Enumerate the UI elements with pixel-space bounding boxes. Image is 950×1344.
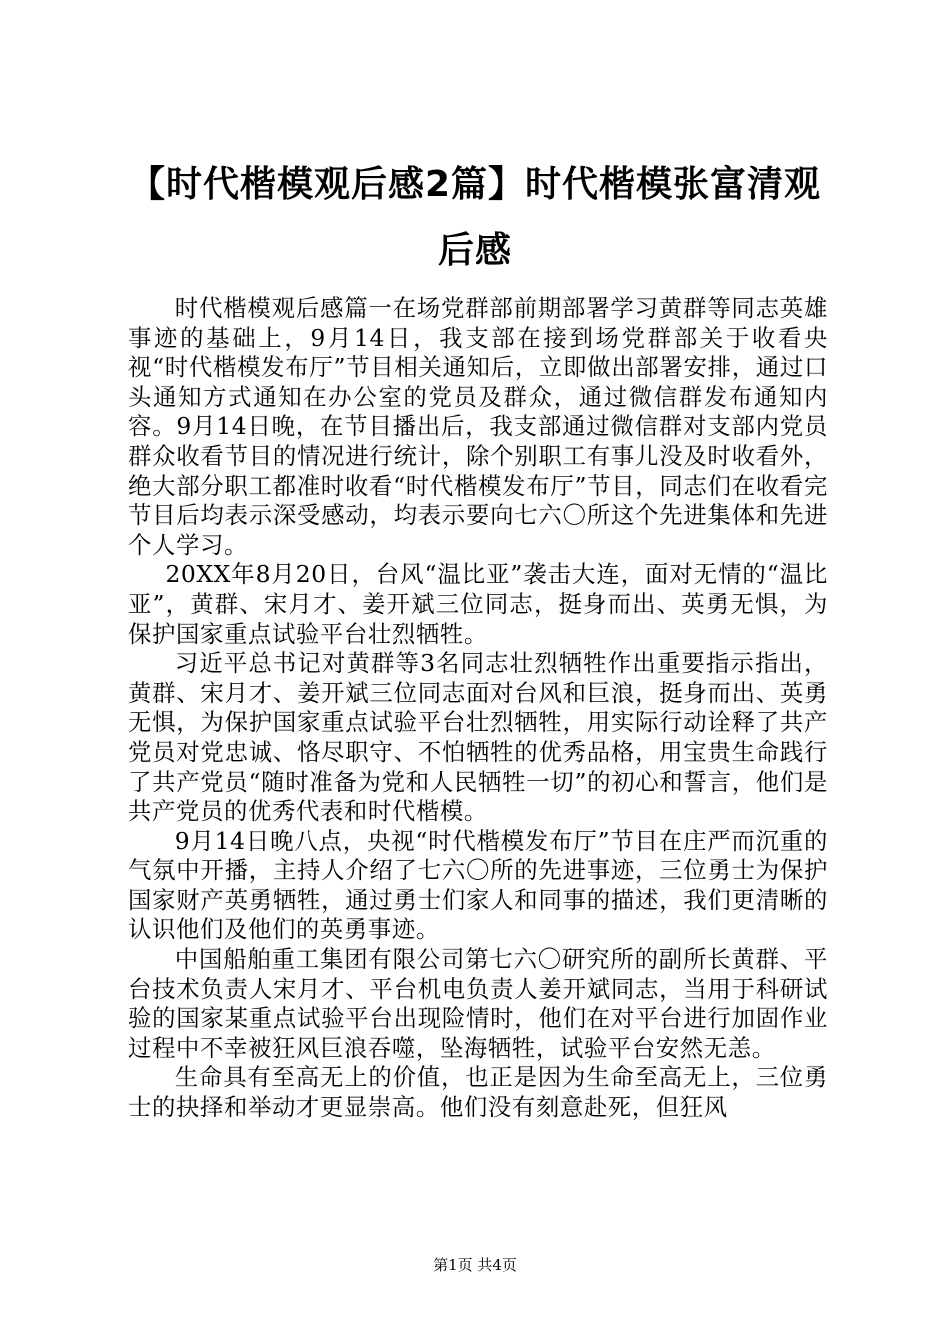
paragraph-1: 时代楷模观后感篇一在场党群部前期部署学习黄群等同志英雄事迹的基础上，9月14日，我支部在接到场党群部关于收看央视“时代楷模发布厅”节目相关通知后，立即做出部署安排，通过口头通知方式通知在办公室的党员及群众，通过微信群发布通知内容。9月14日晚，在节目播出后，我支部通过微信群对支部内党员群众收看节目的情况进行统计，除个别职工有事儿没及时收看外，绝大部分职工都准时收看“时代楷模发布厅”节目，同志们在收看完节目后均表示深受感动，均表示要向七六〇所这个先进集体和先进个人学习。 [128,294,828,559]
paragraph-6: 生命具有至高无上的价值，也正是因为生命至高无上，三位勇士的抉择和举动才更显崇高。他们没有刻意赴死，但狂风 [128,1063,828,1122]
page-number-footer: 第1页 共4页 [433,1256,517,1274]
document-body [128,294,828,1123]
document-title: 【时代楷模观后感2篇】时代楷模张富清观后感 [128,164,822,271]
paragraph-5: 中国船舶重工集团有限公司第七六〇研究所的副所长黄群、平台技术负责人宋月才、平台机电负责人姜开斌同志，当用于科研试验的国家某重点试验平台出现险情时，他们在对平台进行加固作业过程中不幸被狂风巨浪吞噬，坠海牺牲，试验平台安然无恙。 [128,945,828,1062]
paragraph-4: 9月14日晚八点，央视“时代楷模发布厅”节目在庄严而沉重的气氛中开播，主持人介绍了七六〇所的先进事迹，三位勇士为保护国家财产英勇牺牲，通过勇士们家人和同事的描述，我们更清晰的认识他们及他们的英勇事迹。 [128,826,828,944]
paragraph-3: 习近平总书记对黄群等3名同志壮烈牺牲作出重要指示指出，黄群、宋月才、姜开斌三位同志面对台风和巨浪，挺身而出、英勇无惧，为保护国家重点试验平台壮烈牺牲，用实际行动诠释了共产党员对党忠诚、恪尽职守、不怕牺牲的优秀品格，用宝贵生命践行了共产党员“随时准备为党和人民牺牲一切”的初心和誓言，他们是共产党员的优秀代表和时代楷模。 [128,649,828,826]
paragraph-2: 20XX年8月20日，台风“温比亚”袭击大连，面对无情的“温比亚”，黄群、宋月才、姜开斌三位同志，挺身而出、英勇无惧，为保护国家重点试验平台壮烈牺牲。 [128,560,828,648]
